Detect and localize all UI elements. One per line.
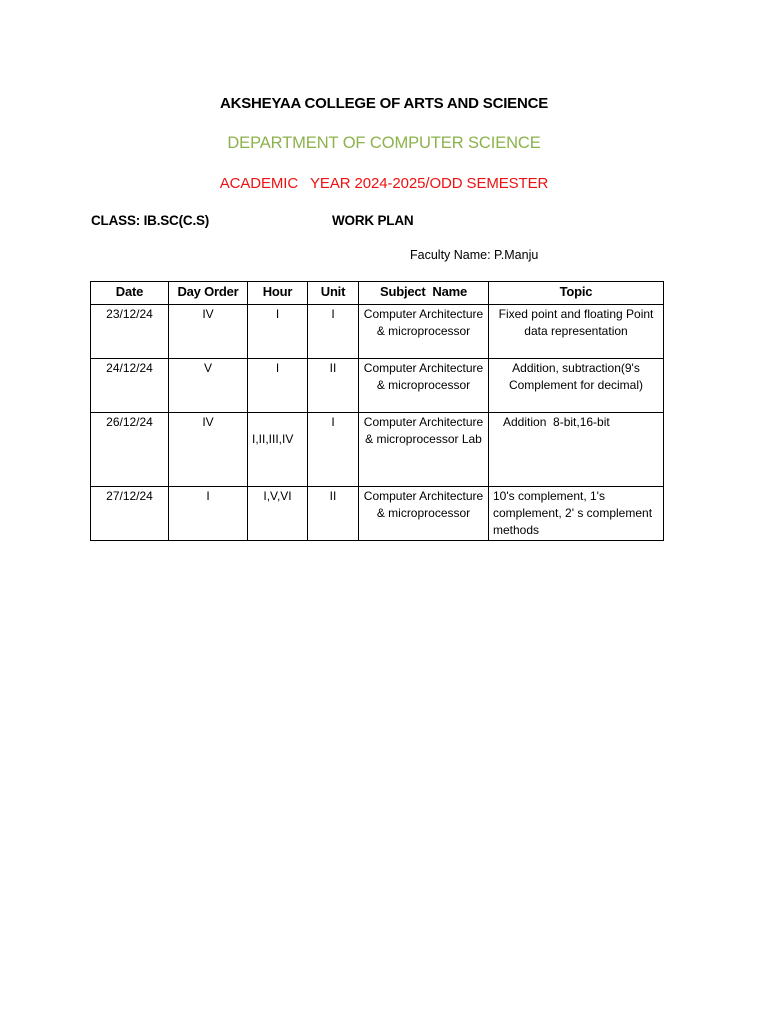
work-plan-table <box>90 281 664 541</box>
header-day-order: Day Order <box>169 282 248 305</box>
cell-topic: 10's complement, 1's complement, 2' s complement methods <box>489 487 664 541</box>
cell-date: 27/12/24 <box>91 487 169 541</box>
cell-date: 26/12/24 <box>91 413 169 487</box>
department-name: DEPARTMENT OF COMPUTER SCIENCE <box>227 134 541 152</box>
cell-day-order: V <box>169 359 248 413</box>
cell-topic: Addition 8-bit,16-bit <box>489 413 664 487</box>
header-hour: Hour <box>248 282 308 305</box>
cell-day-order: IV <box>169 305 248 359</box>
cell-topic: Addition, subtraction(9's Complement for decimal) <box>489 359 664 413</box>
cell-day-order: IV <box>169 413 248 487</box>
cell-hour: I,II,III,IV <box>248 413 308 487</box>
cell-date: 23/12/24 <box>91 305 169 359</box>
cell-subject: Computer Architecture & microprocessor <box>359 359 489 413</box>
cell-subject: Computer Architecture & microprocessor <box>359 487 489 541</box>
table-row <box>91 305 664 359</box>
faculty-name: Faculty Name: P.Manju <box>410 248 539 262</box>
cell-hour: I <box>248 305 308 359</box>
cell-topic: Fixed point and floating Point data representation <box>489 305 664 359</box>
header-subject-name: Subject Name <box>359 282 489 305</box>
academic-year: ACADEMIC YEAR 2024-2025/ODD SEMESTER <box>219 175 549 192</box>
cell-day-order: I <box>169 487 248 541</box>
header-date: Date <box>91 282 169 305</box>
cell-hour: I <box>248 359 308 413</box>
cell-unit: I <box>308 305 359 359</box>
cell-unit: I <box>308 413 359 487</box>
class-label: CLASS: IB.SC(C.S) <box>91 213 210 228</box>
work-plan-title: WORK PLAN <box>332 213 414 228</box>
table-header-row <box>91 282 664 305</box>
college-name: AKSHEYAA COLLEGE OF ARTS AND SCIENCE <box>219 95 549 112</box>
header-unit: Unit <box>308 282 359 305</box>
cell-hour: I,V,VI <box>248 487 308 541</box>
cell-subject: Computer Architecture & microprocessor Lab <box>359 413 489 487</box>
cell-date: 24/12/24 <box>91 359 169 413</box>
cell-unit: II <box>308 487 359 541</box>
cell-subject: Computer Architecture & microprocessor <box>359 305 489 359</box>
table-row <box>91 359 664 413</box>
table-row <box>91 413 664 487</box>
table-row <box>91 487 664 541</box>
cell-unit: II <box>308 359 359 413</box>
header-topic: Topic <box>489 282 664 305</box>
